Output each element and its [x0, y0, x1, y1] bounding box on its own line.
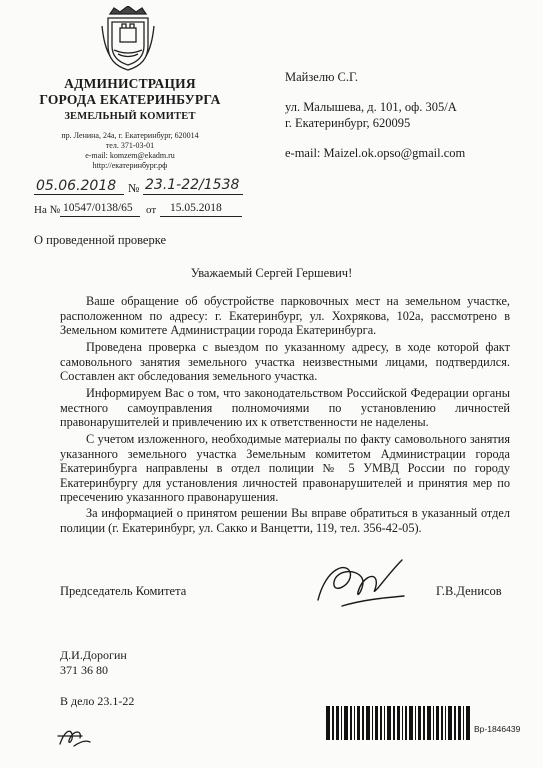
body-paragraph-3: Информируем Вас о том, что законодательством Российской Федерации органы местного самоуправления полномочиями по установлению личностей правонарушителей и привлечению их к ответственности не наделены.	[60, 386, 510, 429]
org-name-line1: АДМИНИСТРАЦИЯ	[64, 76, 196, 91]
org-website: http://екатеринбург.рф	[92, 161, 168, 170]
reference-number: 10547/0138/65	[63, 202, 133, 214]
salutation: Уважаемый Сергей Гершевич!	[190, 266, 353, 280]
executor-phone: 371 36 80	[60, 663, 108, 677]
recipient-email: e-mail: Maizel.ok.opso@gmail.com	[285, 146, 466, 160]
recipient-street: ул. Малышева, д. 101, оф. 305/А	[285, 100, 457, 114]
signatory-name: Г.В.Денисов	[436, 584, 502, 598]
org-name-line2: ГОРОДА ЕКАТЕРИНБУРГА	[39, 92, 221, 107]
recipient-city: г. Екатеринбург, 620095	[285, 116, 411, 130]
org-email: e-mail: komzem@ekadm.ru	[85, 151, 175, 160]
registration-number: 23.1-22/1538	[145, 177, 240, 193]
barcode-icon	[326, 706, 470, 740]
recipient-name: Майзелю С.Г.	[285, 70, 358, 84]
org-phone: тел. 371-03-01	[105, 141, 155, 150]
body-paragraph-1: Ваше обращение об обустройстве парковочных мест на земельном участке, расположенном по адресу: г. Екатеринбург, ул. Хохрякова, 102а, рассмотрено в Земельном комитете Администрации города Екатеринбурга.	[60, 294, 510, 337]
body-paragraph-2: Проведена проверка с выездом по указанному адресу, в ходе которой факт самовольного занятия земельного участка неизвестными лицами, подтвердился. Составлен акт обследования земельного участка.	[60, 340, 510, 383]
handwritten-signature-icon	[312, 556, 408, 610]
org-department: ЗЕМЕЛЬНЫЙ КОМИТЕТ	[64, 111, 196, 122]
signatory-position: Председатель Комитета	[60, 584, 187, 598]
reference-from-label: от	[146, 204, 157, 216]
archive-note: В дело 23.1-22	[60, 694, 135, 708]
registration-number-label: №	[128, 181, 140, 195]
barcode-number: Вр-1846439	[474, 724, 521, 734]
archive-initials-icon	[54, 722, 94, 752]
body-paragraph-4: С учетом изложенного, необходимые материалы по факту самовольного занятия указанного земельного участка Земельным комитетом Администрации города Екатеринбурга направлены в отдел полиции № 5 УМВД России по городу Екатеринбургу для установления личностей правонарушителей и принятия мер по пресечению указанного правонарушения.	[60, 432, 510, 504]
city-coat-of-arms-icon	[100, 6, 156, 72]
body-paragraph-5: За информацией о принятом решении Вы вправе обратиться в указанный отдел полиции (г. Екатеринбург, ул. Сакко и Ванцетти, 119, тел. 356-42-05).	[60, 506, 510, 535]
reference-date: 15.05.2018	[170, 202, 222, 214]
reference-label: На №	[34, 204, 61, 216]
executor-name: Д.И.Дорогин	[60, 648, 127, 662]
registration-date: 05.06.2018	[36, 178, 117, 194]
letter-subject: О проведенной проверке	[34, 233, 167, 247]
org-address: пр. Ленина, 24а, г. Екатеринбург, 620014	[61, 131, 199, 140]
